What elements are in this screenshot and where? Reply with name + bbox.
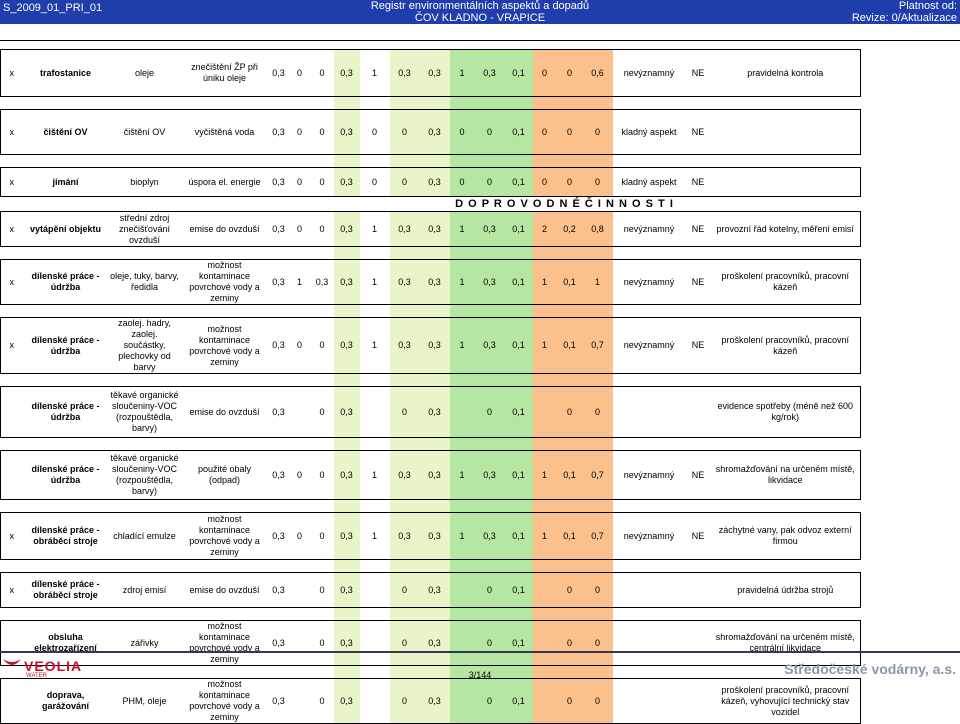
table-cell: 0	[311, 513, 334, 560]
table-cell: 2	[533, 212, 557, 247]
table-cell: 0	[583, 679, 613, 724]
table-cell: 0	[311, 679, 334, 724]
table-cell: 0	[311, 387, 334, 438]
table-cell: 0,1	[505, 513, 533, 560]
table-row	[1, 110, 861, 155]
table-cell	[613, 387, 686, 438]
table-cell: 0	[311, 451, 334, 500]
table-cell: 1	[450, 451, 475, 500]
table-cell: 0	[289, 168, 311, 197]
table-cell	[686, 387, 711, 438]
table-cell: 0,1	[505, 318, 533, 374]
table-cell: 0	[311, 318, 334, 374]
table-cell: oleje, tuky, barvy, ředidla	[109, 260, 181, 305]
table-cell: nevýznamný	[613, 513, 686, 560]
table-cell: 0,3	[420, 451, 450, 500]
footer	[0, 654, 960, 682]
table-cell: 0	[289, 110, 311, 155]
table-cell: znečištění ŽP při úniku oleje	[181, 50, 269, 97]
table-cell: 0,3	[334, 318, 360, 374]
table-cell: 0	[475, 110, 505, 155]
table-cell	[450, 573, 475, 608]
table-cell: 1	[289, 260, 311, 305]
table-cell	[450, 387, 475, 438]
table-cell: 0,3	[390, 513, 420, 560]
table-cell: 0	[390, 110, 420, 155]
table-cell: nevýznamný	[613, 318, 686, 374]
table-cell: 1	[533, 513, 557, 560]
company-brand: Středočeské vodárny, a.s.	[784, 661, 956, 677]
table-row	[1, 387, 861, 438]
table-cell: 0,1	[505, 212, 533, 247]
table-cell: x	[1, 513, 23, 560]
table-cell: 0,3	[420, 110, 450, 155]
table-cell: 0,3	[420, 573, 450, 608]
table-cell: 0	[390, 621, 420, 666]
table-cell: NE	[686, 168, 711, 197]
top-rule	[0, 40, 960, 41]
table-cell: možnost kontaminace povrchové vody a zeminy	[181, 621, 269, 666]
table-cell: 0	[557, 387, 583, 438]
table-cell	[360, 573, 390, 608]
table-cell: 0,3	[269, 621, 289, 666]
table-cell: použité obaly (odpad)	[181, 451, 269, 500]
table-cell: 1	[450, 318, 475, 374]
table-cell: 0,3	[269, 168, 289, 197]
table-cell: 0,3	[420, 513, 450, 560]
table-cell: x	[1, 168, 23, 197]
table-cell: 0	[390, 573, 420, 608]
table-cell: 1	[360, 50, 390, 97]
table-cell: 0,1	[505, 679, 533, 724]
table-cell: 0,3	[390, 451, 420, 500]
aspects-table	[0, 49, 861, 724]
table-cell: proškolení pracovníků, pracovní kázeň	[711, 260, 861, 305]
table-cell: 0,3	[269, 387, 289, 438]
table-cell	[613, 679, 686, 724]
table-cell	[1, 451, 23, 500]
table-cell: proškolení pracovníků, pracovní kázeň, vyhovující technický stav vozidel	[711, 679, 861, 724]
table-cell: 0	[311, 621, 334, 666]
table-cell: zářivky	[109, 621, 181, 666]
table-cell: 0	[557, 50, 583, 97]
table-cell: 0,3	[334, 168, 360, 197]
table-cell: pravidelná údržba strojů	[711, 573, 861, 608]
table-cell: dílenské práce - údržba	[23, 318, 109, 374]
table-cell: 0	[390, 679, 420, 724]
table-cell: 0,3	[269, 318, 289, 374]
veolia-logo-sub: WATER	[26, 673, 47, 679]
table-cell	[533, 573, 557, 608]
table-cell: shromažďování na určeném místě, centrální likvidace	[711, 621, 861, 666]
table-cell: 0,3	[390, 212, 420, 247]
veolia-logo-text: VEOLIA	[24, 658, 83, 674]
table-cell	[686, 679, 711, 724]
table-cell: 0,3	[420, 679, 450, 724]
table-cell: oleje	[109, 50, 181, 97]
table-cell: čištění OV	[23, 110, 109, 155]
table-cell	[686, 573, 711, 608]
table-cell: kladný aspekt	[613, 110, 686, 155]
table-cell: 1	[450, 50, 475, 97]
table-cell: x	[1, 573, 23, 608]
table-cell: 0	[311, 573, 334, 608]
table-cell: 0,7	[583, 513, 613, 560]
table-cell: 0,1	[505, 573, 533, 608]
table-cell: zdroj emisí	[109, 573, 181, 608]
table-cell: 0	[311, 212, 334, 247]
table-cell: střední zdroj znečišťování ovzduší	[109, 212, 181, 247]
table-cell: 0	[450, 110, 475, 155]
table-cell: 0	[289, 212, 311, 247]
table-cell: 0	[583, 110, 613, 155]
table-cell: možnost kontaminace povrchové vody a zeminy	[181, 513, 269, 560]
table-cell: těkavé organické sloučeniny-VOC (rozpouštědla, barvy)	[109, 387, 181, 438]
section-banner: D O P R O V O D N É Č I N N O S T I	[455, 197, 674, 210]
table-cell: NE	[686, 110, 711, 155]
table-cell: x	[1, 212, 23, 247]
table-cell: emise do ovzduší	[181, 387, 269, 438]
table-cell: 0,3	[420, 212, 450, 247]
table-cell: 0,3	[475, 212, 505, 247]
table-cell: 0	[557, 168, 583, 197]
table-cell: 0,3	[334, 621, 360, 666]
table-cell: vytápění objektu	[23, 212, 109, 247]
table-cell: 0	[390, 168, 420, 197]
table-cell: 0,1	[505, 387, 533, 438]
table-cell: x	[1, 318, 23, 374]
table-cell: 0,3	[390, 50, 420, 97]
table-cell: bioplyn	[109, 168, 181, 197]
table-cell: 0,3	[475, 260, 505, 305]
table-cell: 0	[475, 387, 505, 438]
table-cell: 0,3	[420, 260, 450, 305]
table-cell: 0	[583, 387, 613, 438]
table-cell: 0,3	[475, 50, 505, 97]
table-cell: 1	[583, 260, 613, 305]
table-row	[1, 513, 861, 560]
table-cell: x	[1, 260, 23, 305]
table-cell: x	[1, 110, 23, 155]
table-cell: provozní řád kotelny, měření emisí	[711, 212, 861, 247]
table-cell: 0	[557, 573, 583, 608]
table-cell	[533, 679, 557, 724]
table-cell: evidence spotřeby (méně než 600 kg/rok)	[711, 387, 861, 438]
table-cell: 0,3	[334, 260, 360, 305]
table-cell: 0	[311, 50, 334, 97]
table-cell: 0,3	[420, 387, 450, 438]
table-cell: 0	[533, 50, 557, 97]
page-number: 3/144	[468, 670, 492, 680]
table-cell: 0,3	[334, 50, 360, 97]
table-cell: obsluha elektrozařízení	[23, 621, 109, 666]
table-cell: 0,1	[505, 168, 533, 197]
table-cell	[711, 168, 861, 197]
table-cell	[360, 679, 390, 724]
table-cell	[289, 573, 311, 608]
table-cell: 0	[289, 50, 311, 97]
revision: Revize: 0/Aktualizace	[851, 12, 957, 24]
table-cell: dílenské práce - obráběcí stroje	[23, 573, 109, 608]
table-cell: 0,3	[420, 621, 450, 666]
table-cell: úspora el. energie	[181, 168, 269, 197]
table-cell: 0,3	[390, 260, 420, 305]
table-cell	[360, 387, 390, 438]
table-cell: možnost kontaminace povrchové vody a zeminy	[181, 679, 269, 724]
table-cell: 0,1	[505, 621, 533, 666]
table-cell: 0,3	[420, 318, 450, 374]
table-cell	[613, 573, 686, 608]
table-cell: 0,1	[557, 451, 583, 500]
table-cell: 0,3	[334, 387, 360, 438]
valid-from: Platnost od:	[898, 0, 957, 12]
table-cell: 0,3	[475, 451, 505, 500]
table-cell: NE	[686, 50, 711, 97]
table-cell: dílenské práce - údržba	[23, 260, 109, 305]
table-cell: 0,3	[269, 260, 289, 305]
table-cell	[1, 679, 23, 724]
table-row	[1, 50, 861, 97]
table-cell: zaolej. hadry, zaolej. součástky, plechovky od barvy	[109, 318, 181, 374]
table-cell: 0,3	[334, 679, 360, 724]
table-cell: NE	[686, 212, 711, 247]
table-cell: pravidelná kontrola	[711, 50, 861, 97]
table-cell: chladící emulze	[109, 513, 181, 560]
table-cell: 0	[557, 110, 583, 155]
table-cell: 0	[360, 110, 390, 155]
table-cell: 0	[533, 110, 557, 155]
table-cell: 1	[450, 260, 475, 305]
table-cell: 0	[475, 621, 505, 666]
table-cell: PHM, oleje	[109, 679, 181, 724]
table-cell: 0,3	[334, 451, 360, 500]
bottom-rule	[0, 651, 960, 653]
table-cell: 0,2	[557, 212, 583, 247]
table-cell: nevýznamný	[613, 260, 686, 305]
table-cell: trafostanice	[23, 50, 109, 97]
table-cell: záchytné vany, pak odvoz externí firmou	[711, 513, 861, 560]
table-cell: 1	[360, 212, 390, 247]
table-cell: 0,1	[505, 451, 533, 500]
table-cell: 0,7	[583, 318, 613, 374]
table-cell: dílenské práce - údržba	[23, 451, 109, 500]
table-cell: 0,3	[311, 260, 334, 305]
table-cell: čištění OV	[109, 110, 181, 155]
table-cell: možnost kontaminace povrchové vody a zeminy	[181, 260, 269, 305]
table-row	[1, 573, 861, 608]
doc-subtitle: ČOV KLADNO - VRAPICE	[414, 12, 546, 24]
table-cell: NE	[686, 260, 711, 305]
table-cell: 1	[360, 451, 390, 500]
veolia-logo-icon	[2, 657, 22, 671]
table-cell: 0,1	[557, 318, 583, 374]
table-cell: 0,8	[583, 212, 613, 247]
table-cell: NE	[686, 513, 711, 560]
table-row	[1, 318, 861, 374]
table-cell: 0,3	[269, 110, 289, 155]
table-cell: 1	[450, 513, 475, 560]
table-cell: x	[1, 50, 23, 97]
table-cell: 0	[289, 318, 311, 374]
table-cell: jímání	[23, 168, 109, 197]
table-cell: kladný aspekt	[613, 168, 686, 197]
table-cell: 0	[557, 679, 583, 724]
table-cell: emise do ovzduší	[181, 573, 269, 608]
table-cell: 0,3	[475, 318, 505, 374]
table-cell: 0	[533, 168, 557, 197]
table-cell: 0	[311, 168, 334, 197]
table-cell: dílenské práce - obráběcí stroje	[23, 513, 109, 560]
table-cell: 0	[583, 168, 613, 197]
table-row	[1, 212, 861, 247]
table-cell: 0	[583, 573, 613, 608]
table-cell: 0	[475, 573, 505, 608]
table-cell: 0,1	[505, 50, 533, 97]
table-cell: 0	[360, 168, 390, 197]
table-cell: 0,3	[390, 318, 420, 374]
table-cell: dílenské práce - údržba	[23, 387, 109, 438]
table-cell: 0	[475, 168, 505, 197]
table-cell	[289, 387, 311, 438]
table-cell: nevýznamný	[613, 50, 686, 97]
table-cell: vyčištěná voda	[181, 110, 269, 155]
table-cell: 0,3	[269, 573, 289, 608]
table-cell: 0	[311, 110, 334, 155]
table-cell: 0,6	[583, 50, 613, 97]
table-cell: 0,3	[269, 513, 289, 560]
table-cell: těkavé organické sloučeniny-VOC (rozpouštědla, barvy)	[109, 451, 181, 500]
table-cell: 1	[533, 318, 557, 374]
table-cell: 0	[557, 621, 583, 666]
table-cell: 0,1	[557, 260, 583, 305]
table-cell: 1	[533, 260, 557, 305]
table-cell: nevýznamný	[613, 212, 686, 247]
table-row	[1, 679, 861, 724]
table-row	[1, 260, 861, 305]
table-cell: emise do ovzduší	[181, 212, 269, 247]
table-cell: 0,3	[334, 212, 360, 247]
table-cell: 0,1	[557, 513, 583, 560]
table-cell: NE	[686, 451, 711, 500]
table-cell: shromažďování na určeném místě, likvidace	[711, 451, 861, 500]
table-cell	[711, 110, 861, 155]
table-cell: 0,1	[505, 110, 533, 155]
table-cell: 0	[450, 168, 475, 197]
table-cell: 0,3	[334, 110, 360, 155]
table-cell: NE	[686, 318, 711, 374]
table-row	[1, 168, 861, 197]
table-cell: 0	[289, 513, 311, 560]
table-cell: 0	[390, 387, 420, 438]
table-cell	[533, 387, 557, 438]
table-cell: 0	[475, 679, 505, 724]
header-bar	[0, 0, 960, 24]
table-cell: 0,1	[505, 260, 533, 305]
table-cell: 0,3	[475, 513, 505, 560]
table-cell: 0,3	[420, 50, 450, 97]
table-cell: 0,3	[334, 513, 360, 560]
table-cell: 1	[450, 212, 475, 247]
table-cell: 0,3	[334, 573, 360, 608]
table-cell: 1	[360, 318, 390, 374]
table-cell: doprava, garážování	[23, 679, 109, 724]
table-cell	[1, 387, 23, 438]
table-cell: 0	[583, 621, 613, 666]
table-cell: 0,3	[269, 212, 289, 247]
table-cell: 1	[533, 451, 557, 500]
table-row	[1, 451, 861, 500]
table-cell: 1	[360, 513, 390, 560]
table-cell	[289, 679, 311, 724]
table-cell: 0,3	[420, 168, 450, 197]
table-cell: proškolení pracovníků, pracovní kázeň	[711, 318, 861, 374]
table-cell: možnost kontaminace povrchové vody a zeminy	[181, 318, 269, 374]
table-cell: 0	[289, 451, 311, 500]
table-cell	[450, 679, 475, 724]
table-cell: 0,3	[269, 679, 289, 724]
table-cell: 0,3	[269, 50, 289, 97]
doc-code: S_2009_01_PRI_01	[3, 2, 103, 14]
doc-title: Registr environmentálních aspektů a dopadů	[370, 0, 590, 12]
table-cell: 0,3	[269, 451, 289, 500]
table-cell: 0,7	[583, 451, 613, 500]
table-cell: nevýznamný	[613, 451, 686, 500]
table-cell: 1	[360, 260, 390, 305]
